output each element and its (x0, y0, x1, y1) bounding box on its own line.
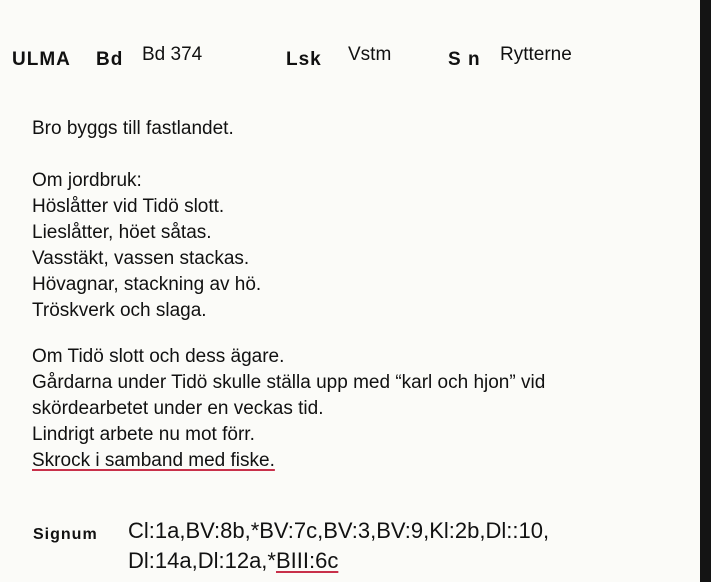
text-line-underlined (32, 448, 682, 474)
bd-label: Bd (96, 49, 124, 70)
signum-values (128, 516, 698, 576)
bd-value: Bd 374 (142, 44, 203, 65)
ulma-label: ULMA (12, 49, 71, 70)
text-line: Tröskverk och slaga. (32, 300, 207, 321)
signum-line-2 (128, 546, 698, 576)
signum-line-2-prefix: Dl:14a,Dl:12a,* (128, 548, 276, 573)
paragraph-agriculture (32, 168, 682, 324)
signum-label: Signum (33, 526, 98, 543)
underlined-topic: Skrock i samband med fiske. (32, 450, 275, 471)
sn-value: Rytterne (500, 44, 572, 65)
text-line: Lindrigt arbete nu mot förr. (32, 424, 255, 445)
text-line: Lieslåtter, höet såtas. (32, 222, 212, 243)
text-line: Hövagnar, stackning av hö. (32, 274, 262, 295)
text-line: Gårdarna under Tidö skulle ställa upp med “karl och hjon” vid (32, 372, 546, 393)
lsk-value: Vstm (348, 44, 392, 65)
text-line: skördearbetet under en veckas tid. (32, 398, 324, 419)
lsk-label: Lsk (286, 49, 322, 70)
scan-edge (700, 0, 711, 582)
text-line: Om Tidö slott och dess ägare. (32, 346, 285, 367)
text-line: Om jordbruk: (32, 170, 142, 191)
card-header (10, 40, 690, 70)
signum-underlined-code: BIII:6c (275, 548, 339, 573)
text-line: Vasstäkt, vassen stackas. (32, 248, 250, 269)
text-line: Bro byggs till fastlandet. (32, 118, 234, 139)
sn-label: S n (448, 49, 481, 70)
signum-line-1: Cl:1a,BV:8b,*BV:7c,BV:3,BV:9,Kl:2b,Dl::10, (128, 518, 550, 543)
paragraph-tido-slott (32, 344, 682, 474)
text-line: Höslåtter vid Tidö slott. (32, 196, 225, 217)
paragraph-bridge (32, 116, 682, 142)
